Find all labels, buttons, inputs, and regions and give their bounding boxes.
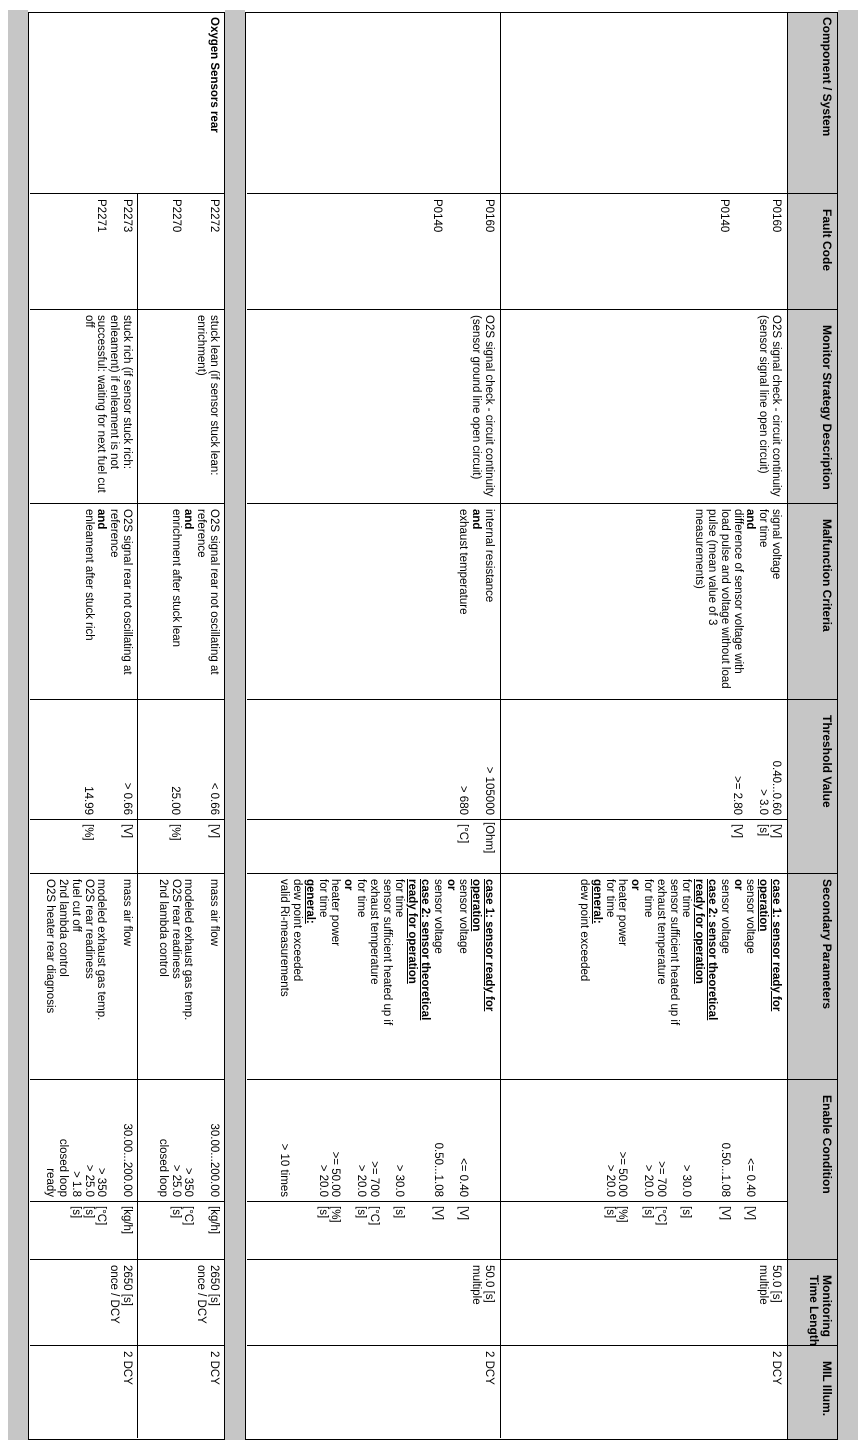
threshold-p2272-0: < 0.66: [208, 782, 220, 815]
header-malfunction-criteria: Malfunction Criteria: [820, 519, 834, 632]
unit-r1-1: [s]: [757, 824, 769, 837]
header-fault-code: Fault Code: [820, 209, 834, 271]
fault-code-p2270: P2270: [170, 199, 182, 233]
fault-code-p0160-a: P0160: [770, 199, 782, 233]
mil-illum-p2272: 2 DCY: [208, 1351, 220, 1385]
header-component: Component / System: [820, 17, 834, 137]
fault-code-p0140-b: P0140: [431, 199, 443, 233]
fault-code-p0140-a: P0140: [718, 199, 730, 233]
monitor-strategy-p2273: stuck rich (if sensor stuck rich: enleament) if enleament is not successful: waiting for next fuel cut off: [82, 315, 133, 493]
component-oxygen-sensors-rear: Oxygen Sensors rear: [208, 17, 220, 133]
header-mil-illum: MIL Illum.: [820, 1361, 834, 1417]
header-enable-condition: Enable Condition: [820, 1095, 834, 1194]
header-monitor-strategy: Monitor Strategy Description: [820, 325, 834, 490]
fault-code-p2271: P2271: [95, 199, 107, 233]
unit-p2272-0: [V]: [208, 824, 220, 839]
threshold-p2273-0: > 0.66: [121, 782, 133, 815]
threshold-r3-1: > 680: [457, 785, 469, 815]
fault-code-p2273: P2273: [121, 199, 133, 233]
table-o2s-signal-check: [245, 12, 838, 1440]
mil-illum-r1: 2 DCY: [770, 1351, 782, 1385]
enable-values-p2272: 30.00...200.00 > 350 > 25.0 closed loop: [156, 1123, 220, 1197]
top-gray-bar: [838, 10, 858, 1440]
threshold-r1-0: 0.40...0.60: [770, 760, 782, 815]
enable-units-p2273: [kg/h] [°C] [s] [s]: [69, 1206, 133, 1235]
enable-values-r3: <= 0.40 0.50...1.08 > 30.0 >= 700 > 20.0 >= 50.00 > 20.0 > 10 times: [278, 1142, 470, 1197]
monitor-strategy-p2272: stuck lean (if sensor stuck lean: enrichment): [195, 315, 220, 476]
monitoring-time-p2272: 2650 [s] once / DCY: [195, 1265, 220, 1324]
unit-r3-0: [Ohm]: [483, 822, 495, 854]
malfunction-p2273: O2S signal rear not oscillating at reference and enleament after stuck rich: [82, 509, 133, 675]
unit-r1-0: [V]: [770, 824, 782, 839]
bottom-gray-bar: [8, 10, 28, 1440]
table-oxygen-sensors-rear: [28, 12, 225, 1440]
malfunction-p2272: O2S signal rear not oscillating at reference and enrichment after stuck lean: [169, 509, 220, 675]
fault-code-p0160-b: P0160: [483, 199, 495, 233]
enable-units-p2272: [kg/h] [°C] [s]: [169, 1206, 220, 1235]
secondary-params-p2272: mass air flow modeled exhaust gas temp. O2S rear readiness 2nd lambda control: [156, 879, 220, 1021]
fault-code-p2272: P2272: [208, 199, 220, 233]
monitoring-time-r1: 50.0 [s] multiple: [757, 1265, 782, 1305]
threshold-r3-0: > 105000: [483, 766, 495, 815]
header-monitoring-time-line2: Time Length: [807, 1275, 821, 1347]
middle-gray-bar: [225, 10, 245, 1440]
malfunction-r3: internal resistance and exhaust temperature: [457, 509, 495, 615]
malfunction-r1-a: signal voltage for time and difference of sensor voltage with load pulse and voltage without load pulse (mean value of 3 measurements): [693, 509, 782, 689]
unit-p2273-0: [V]: [121, 824, 133, 839]
mil-illum-r3: 2 DCY: [483, 1351, 495, 1385]
secondary-params-r3: case 1: sensor ready for operation sensor voltage or sensor voltage case 2: sensor theoretical ready for operation for time sensor sufficient heated up if exhaust temperature for time or heater power for time general: dew point exceeded valid Ri-measurements: [278, 879, 495, 1026]
unit-r1-2: [V]: [731, 824, 743, 839]
enable-values-r1: <= 0.40 0.50...1.08 > 30.0 >= 700 > 20.0 >= 50.00 > 20.0: [603, 1142, 757, 1197]
threshold-p2272-1: 25.00: [169, 786, 181, 815]
monitor-strategy-r1: O2S signal check - circuit continuity (sensor signal line open circuit): [757, 315, 782, 497]
enable-units-r1: [V] [V] [s] [°C] [s] [%] [s]: [603, 1206, 757, 1226]
threshold-r1-1: > 3.0: [757, 789, 769, 815]
monitor-strategy-r3: O2S signal check - circuit continuity (sensor ground line open circuit): [470, 315, 495, 497]
secondary-params-r1: case 1: sensor ready for operation sensor voltage or sensor voltage case 2: sensor theoretical ready for operation for time sensor sufficient heated up if exhaust temperature for time or heater power for time general: dew point exceeded: [578, 879, 782, 1026]
secondary-params-p2273: mass air flow modeled exhaust gas temp. O2S rear readiness fuel cut off 2nd lambda control O2S heater rear diagnosis: [44, 879, 133, 1021]
header-secondary-parameters: Secondary Parameters: [820, 879, 834, 1010]
monitoring-time-r3: 50.0 [s] multiple: [470, 1265, 495, 1305]
monitoring-time-p2273: 2650 [s] once / DCY: [108, 1265, 133, 1324]
enable-values-p2273: 30.00...200.00 > 350 > 25.0 > 1.8 closed loop ready: [44, 1123, 133, 1197]
header-threshold-value: Threshold Value: [820, 715, 834, 808]
enable-units-r3: [V] [V] [s] [°C] [s] [%] [s]: [316, 1206, 470, 1226]
unit-r3-1: [°C]: [457, 824, 469, 844]
threshold-p2273-1: 14.99: [82, 786, 94, 815]
threshold-r1-2: >= 2.80: [731, 775, 743, 815]
header-monitoring-time-line1: Monitoring: [820, 1275, 834, 1337]
unit-p2272-1: [%]: [169, 824, 181, 841]
unit-p2273-1: [%]: [82, 824, 94, 841]
mil-illum-p2273: 2 DCY: [121, 1351, 133, 1385]
table-header-row: [787, 13, 837, 1439]
